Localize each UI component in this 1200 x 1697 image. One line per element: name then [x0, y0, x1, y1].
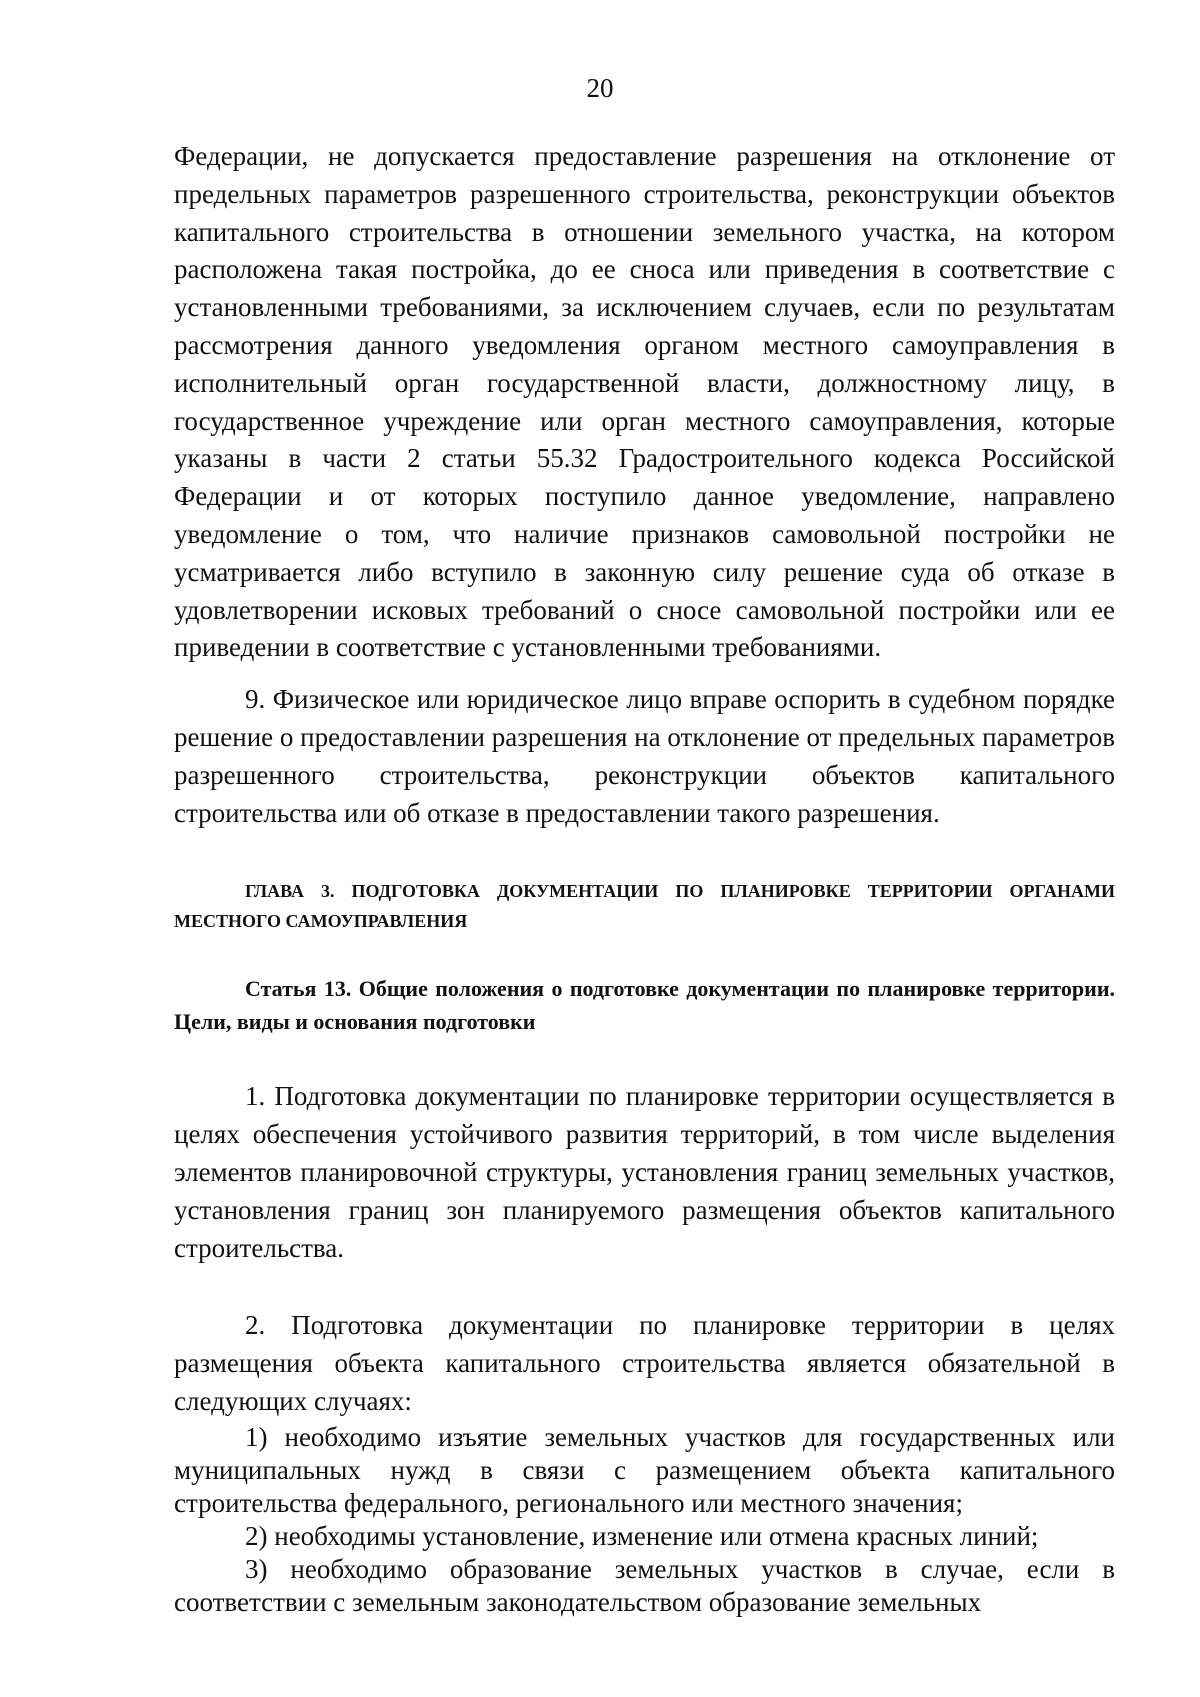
article-paragraph-2: 2. Подготовка документации по планировке территории в целях размещения объекта капитального строительства является обязательной в следующих случаях:: [174, 1310, 1115, 1416]
article-heading: Статья 13. Общие положения о подготовке документации по планировке территории. Цели, виды и основания подготовки: [174, 976, 1115, 1035]
article-paragraph-1: 1. Подготовка документации по планировке территории осуществляется в целях обеспечения устойчивого развития территорий, в том числе выделения элементов планировочной структуры, установления границ земельных участков, установления границ зон планируемого размещения объектов капитального строительства.: [174, 1081, 1115, 1263]
paragraph-continuation: Федерации, не допускается предоставление разрешения на отклонение от предельных параметров разрешенного строительства, реконструкции объектов капитального строительства в отношении земельного участка, на котором расположена такая постройка, до ее сноса или приведения в соответствие с установленными требованиями, за исключением случаев, если по результатам рассмотрения данного уведомления органом местного самоуправления в исполнительный орган государственной власти, должностному лицу, в государственное учреждение или орган местного самоуправления, которые указаны в части 2 статьи 55.32 Градостроительного кодекса Российской Федерации и от которых поступило данное уведомление, направлено уведомление о том, что наличие признаков самовольной постройки не усматривается либо вступило в законную силу решение суда об отказе в удовлетворении исковых требований о сносе самовольной постройки или ее приведении в соответствие с установленными требованиями.: [174, 141, 1115, 663]
paragraph-9: 9. Физическое или юридическое лицо вправе оспорить в судебном порядке решение о предоставлении разрешения на отклонение от предельных параметров разрешенного строительства, реконструкции объектов капитального строительства или об отказе в предоставлении такого разрешения.: [174, 684, 1115, 828]
page-number: 20: [586, 73, 614, 103]
chapter-heading: ГЛАВА 3. ПОДГОТОВКА ДОКУМЕНТАЦИИ ПО ПЛАНИРОВКЕ ТЕРРИТОРИИ ОРГАНАМИ МЕСТНОГО САМОУПРАВЛЕНИЯ: [174, 881, 1115, 932]
list-item-2: 2) необходимы установление, изменение или отмена красных линий;: [245, 1520, 1039, 1551]
list-item-3: 3) необходимо образование земельных участков в случае, если в соответствии с земельным законодательством образование земельных: [174, 1553, 1115, 1617]
document-body: [174, 138, 1115, 1619]
list-item-1: 1) необходимо изъятие земельных участков для государственных или муниципальных нужд в связи с размещением объекта капитального строительства федерального, регионального или местного значения;: [174, 1421, 1115, 1518]
